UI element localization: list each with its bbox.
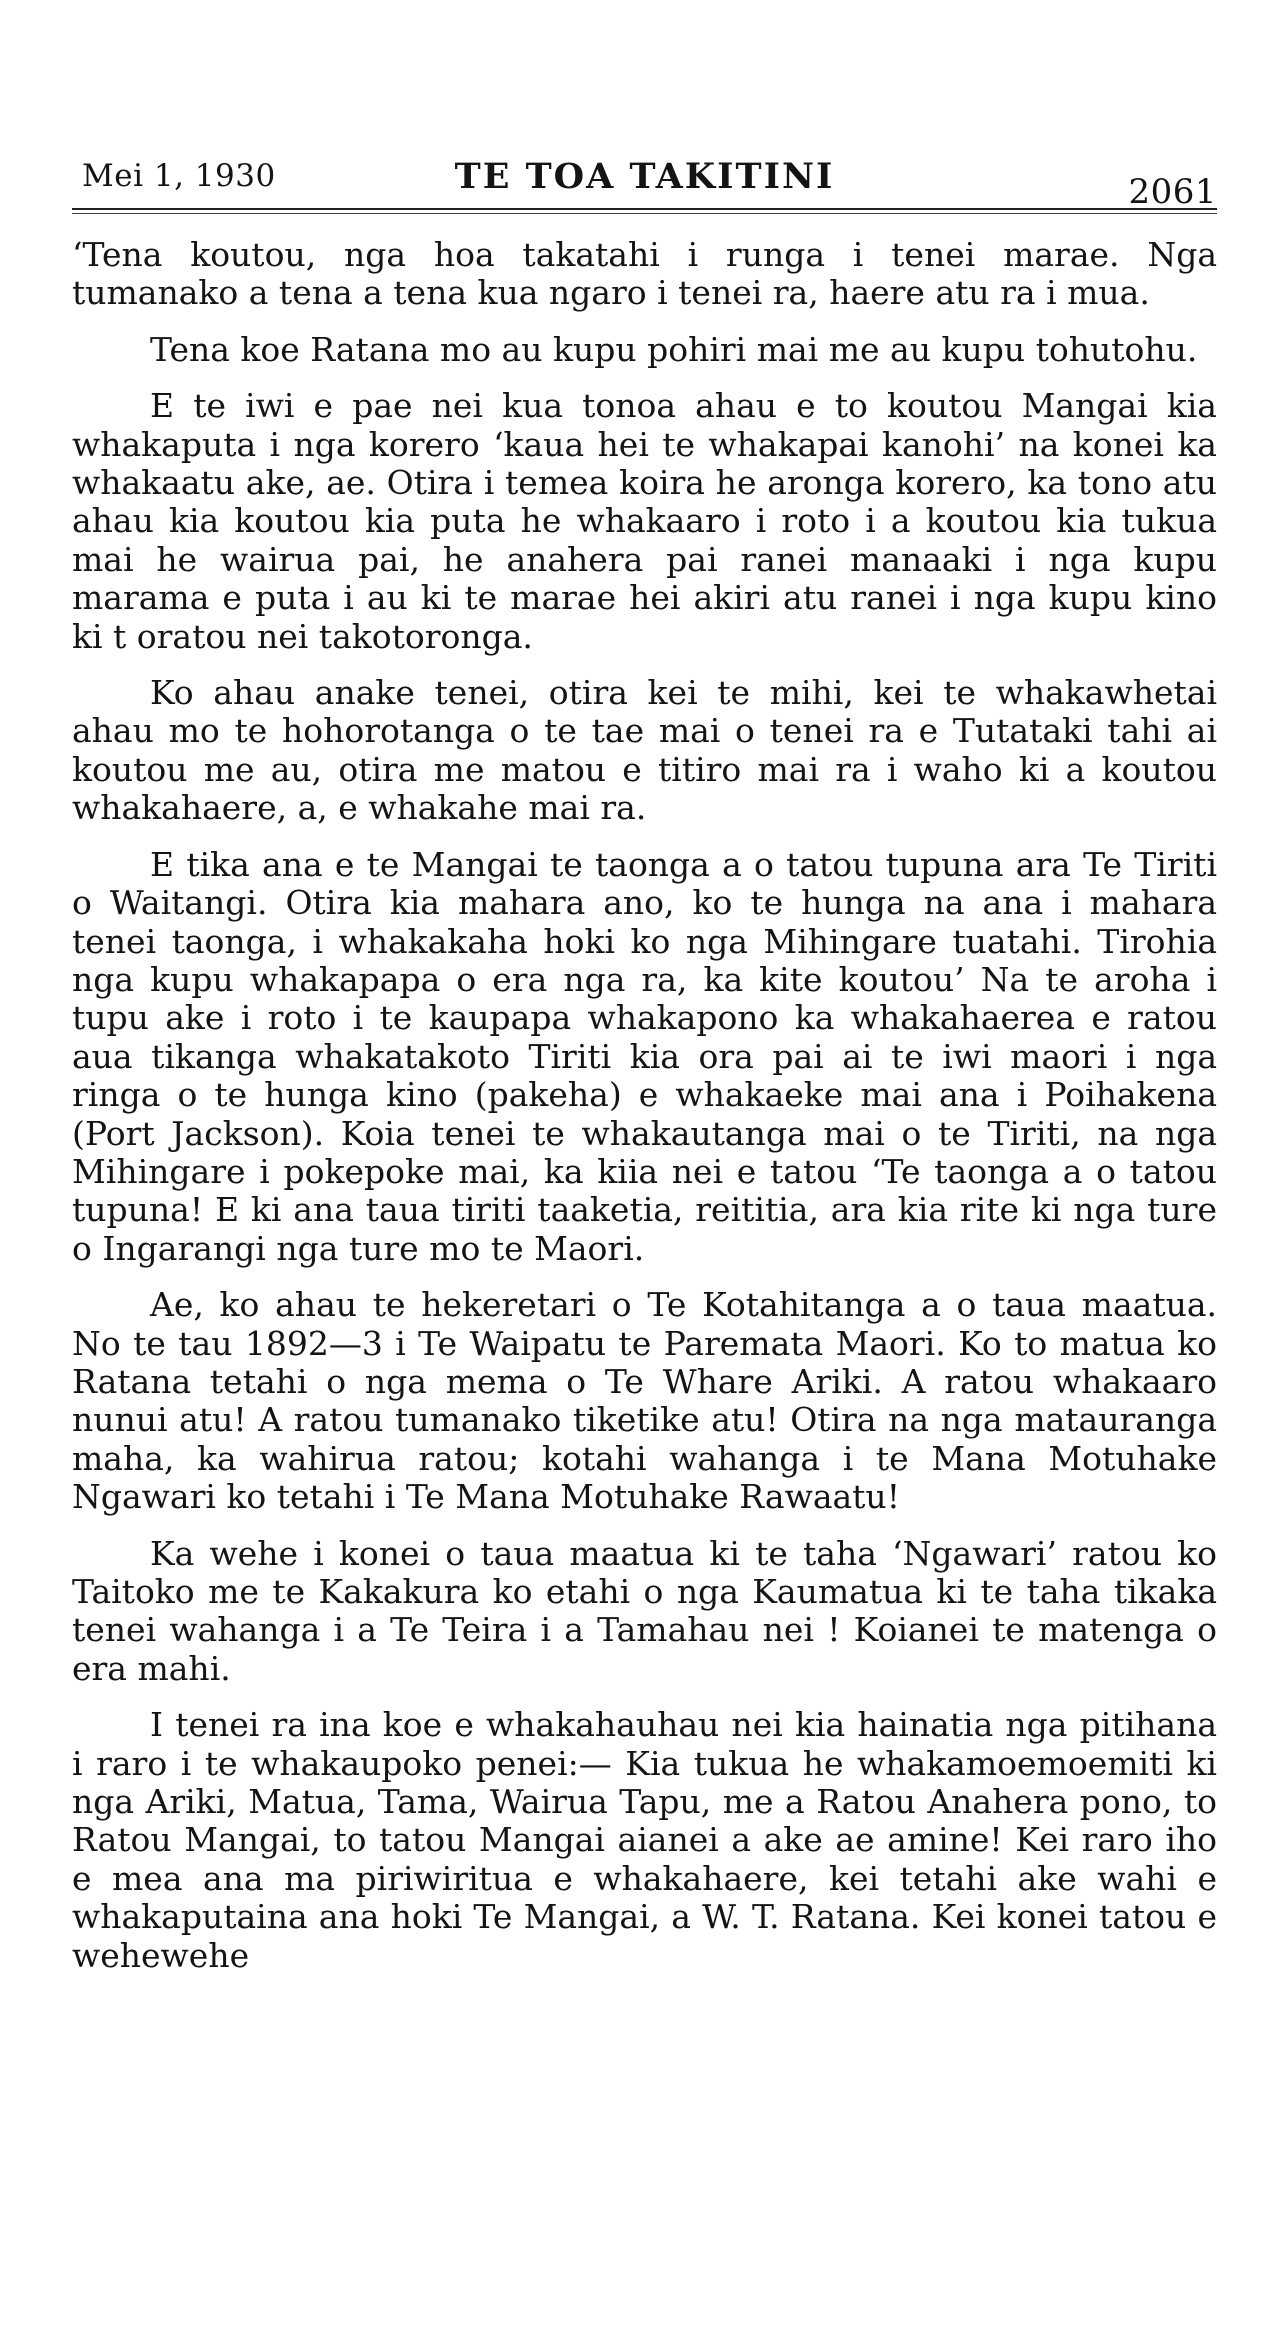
paragraph-3: E te iwi e pae nei kua tonoa ahau e to koutou Mangai kia whakaputa i nga korero ‘kaua hei te whakapai kanohi’ na konei ka whakaatu ake, ae. Otira i temea koira he aronga korero, ka tono atu ahau kia koutou kia puta he whakaaro i roto i a koutou kia tukua mai he wairua pai, he anahera pai ranei manaaki i nga kupu marama e puta i au ki te marae hei akiri atu ranei i nga kupu kino ki t oratou nei takotoronga. [72,386,1217,656]
article-body [72,236,1217,1975]
page-number: 2061 [1128,172,1217,212]
header-title: TE TOA TAKITINI [454,156,835,197]
header-rule [72,208,1217,210]
paragraph-7: Ka wehe i konei o taua maatua ki te taha ‘Ngawari’ ratou ko Taitoko me te Kakakura ko etahi o nga Kaumatua ki te taha tikaka tenei wahanga i a Te Teira i a Tamahau nei ! Koianei te matenga o era mahi. [72,1533,1217,1688]
paragraph-4: Ko ahau anake tenei, otira kei te mihi, kei te whakawhetai ahau mo te hohorotanga o te tae mai o tenei ra e Tutataki tahi ai koutou me au, otira me matou e titiro mai ra i waho ki a koutou whakahaere, a, e whakahe mai ra. [72,673,1217,828]
paragraph-1: ‘Tena koutou, nga hoa takatahi i runga i tenei marae. Nga tumanako a tena a tena kua ngaro i tenei ra, haere atu ra i mua. [72,235,1217,313]
paragraph-2: Tena koe Ratana mo au kupu pohiri mai me au kupu tohutohu. [150,329,1198,369]
running-header [72,150,1217,212]
paragraph-8: I tenei ra ina koe e whakahauhau nei kia hainatia nga pitihana i raro i te whakaupoko penei:— Kia tukua he whakamoemoemiti ki nga Ariki, Matua, Tama, Wairua Tapu, me a Ratou Anahera pono, to Ratou Mangai, to tatou Mangai aianei a ake ae amine! Kei raro iho e mea ana ma piriwiritua e whakahaere, kei tetahi ake wahi e whakaputaina ana hoki Te Mangai, a W. T. Ratana. Kei konei tatou e wehewehe [72,1705,1217,1975]
header-date: Mei 1, 1930 [82,158,276,194]
header-rule-thin [72,213,1217,214]
document-page [72,150,1217,1993]
paragraph-5: E tika ana e te Mangai te taonga a o tatou tupuna ara Te Tiriti o Waitangi. Otira kia mahara ano, ko te hunga na ana i mahara tenei taonga, i whakakaha hoki ko nga Mihingare tuatahi. Tirohia nga kupu whakapapa o era nga ra, ka kite koutou’ Na te aroha i tupu ake i roto i te kaupapa whakapono ka whakahaerea e ratou aua tikanga whakatakoto Tiriti kia ora pai ai te iwi maori i nga ringa o te hunga kino (pakeha) e whakaeke mai ana i Poihakena (Port Jackson). Koia tenei te whakautanga mai o te Tiriti, na nga Mihingare i pokepoke mai, ka kiia nei e tatou ‘Te taonga a o tatou tupuna! E ki ana taua tiriti taaketia, reititia, ara kia rite ki nga ture o Ingarangi nga ture mo te Maori. [72,844,1217,1268]
paragraph-6: Ae, ko ahau te hekeretari o Te Kotahitanga a o taua maatua. No te tau 1892—3 i Te Waipatu te Paremata Maori. Ko to matua ko Ratana tetahi o nga mema o Te Whare Ariki. A ratou whakaaro nunui atu! A ratou tumanako tiketike atu! Otira na nga matauranga maha, ka wahirua ratou; kotahi wahanga i te Mana Motuhake Ngawari ko tetahi i Te Mana Motuhake Rawaatu! [72,1285,1217,1517]
